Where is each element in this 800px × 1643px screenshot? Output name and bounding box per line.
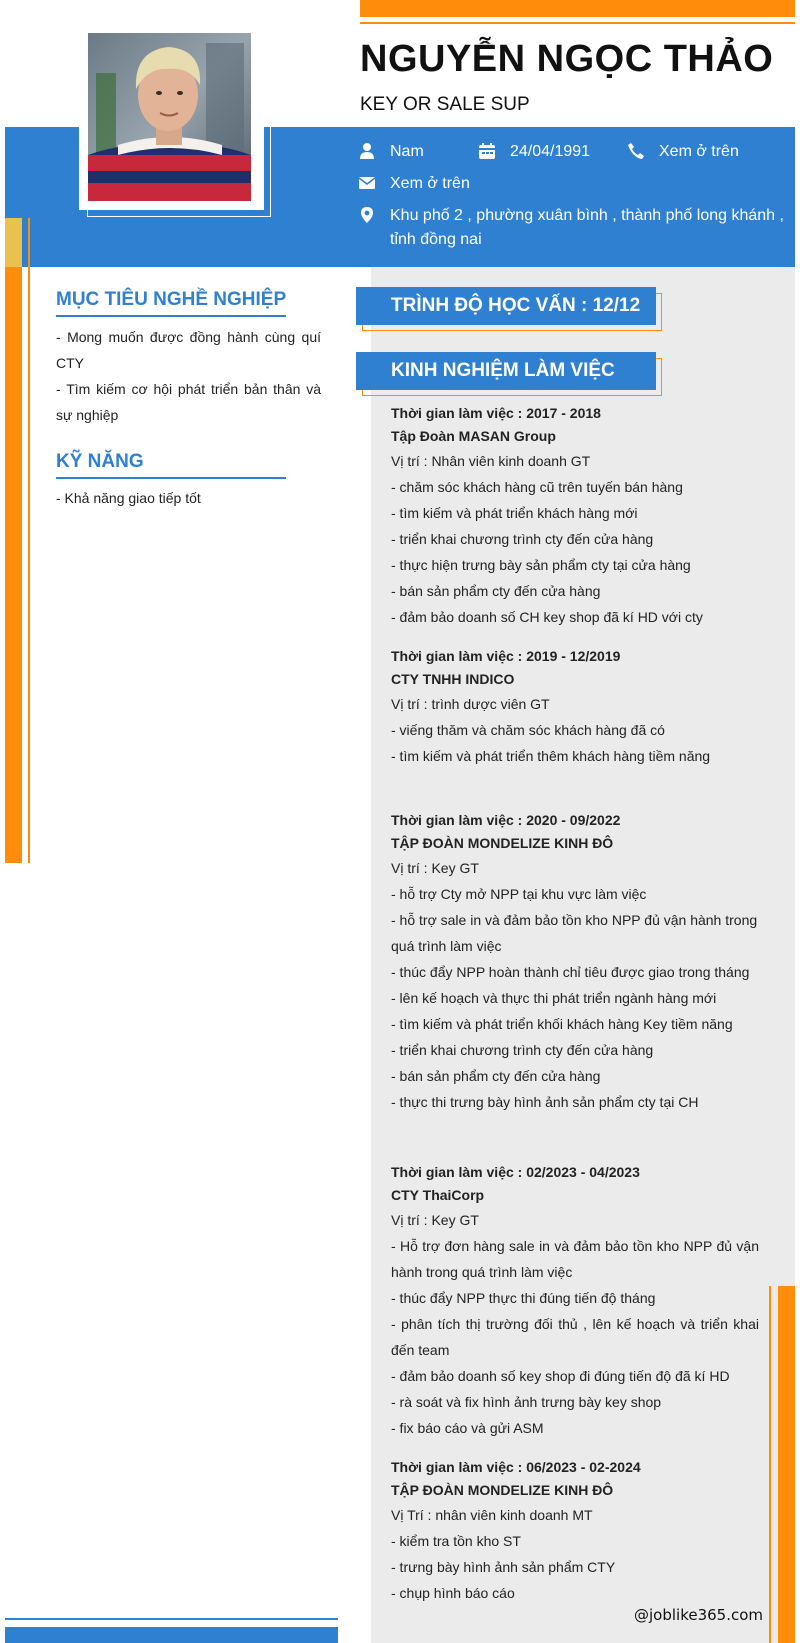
calendar-icon (478, 142, 496, 160)
gender-value: Nam (390, 143, 424, 160)
job-line: - rà soát và fix hình ảnh trưng bày key shop (391, 1394, 662, 1410)
job-line: Vị trí : Key GT (391, 860, 479, 876)
objective-underline (56, 315, 286, 317)
skill-line: - Khả năng giao tiếp tốt (56, 490, 201, 506)
experience-header: KINH NGHIỆM LÀM VIỆC (356, 352, 656, 390)
job-company: CTY TNHH INDICO (391, 671, 515, 687)
job-line: - Hỗ trợ đơn hàng sale in và đảm bảo tồn kho NPP đủ vận hành trong quá trình làm việc (391, 1238, 759, 1280)
job-line: - triển khai chương trình cty đến cửa hàng (391, 1042, 654, 1058)
skills-text (56, 485, 321, 511)
job-line: - hỗ trợ Cty mở NPP tại khu vực làm việc (391, 886, 647, 902)
left-orange-bar (5, 267, 22, 863)
job-line: - phân tích thị trường đối thủ , lên kế hoạch và triển khai đến team (391, 1316, 759, 1358)
watermark: @joblike365.com (634, 1606, 764, 1624)
job-line: - bán sản phẩm cty đến cửa hàng (391, 583, 601, 599)
left-orange-line (28, 218, 30, 863)
job-company: TẬP ĐOÀN MONDELIZE KINH ĐÔ (391, 1482, 614, 1498)
job-time: Thời gian làm việc : 2017 - 2018 (391, 405, 601, 421)
objective-line: - Mong muốn được đồng hành cùng quí CTY (56, 329, 321, 371)
job-company: TẬP ĐOÀN MONDELIZE KINH ĐÔ (391, 835, 614, 851)
job-line: - bán sản phẩm cty đến cửa hàng (391, 1068, 601, 1084)
job-line: - kiểm tra tồn kho ST (391, 1533, 521, 1549)
right-orange-bar (778, 1286, 795, 1643)
job-line: - thực hiện trưng bày sản phẩm cty tại cửa hàng (391, 557, 691, 573)
job-entry (391, 645, 759, 769)
job-position: KEY OR SALE SUP (360, 94, 530, 115)
job-line: - thúc đẩy NPP hoàn thành chỉ tiêu được giao trong tháng (391, 964, 750, 980)
job-time: Thời gian làm việc : 2020 - 09/2022 (391, 812, 621, 828)
address-line-2: tỉnh đồng nai (390, 231, 482, 248)
job-line: - viếng thăm và chăm sóc khách hàng đã có (391, 722, 665, 738)
skills-underline (56, 477, 286, 479)
birthday-value: 24/04/1991 (510, 143, 591, 160)
address-line-1: Khu phố 2 , phường xuân bình , thành phố long khánh , (390, 207, 784, 224)
skills-title: KỸ NĂNG (56, 451, 144, 472)
job-line: - đảm bảo doanh số key shop đi đúng tiến độ đã kí HD (391, 1368, 730, 1384)
avatar (88, 33, 251, 201)
job-line: - đảm bảo doanh số CH key shop đã kí HD với cty (391, 609, 703, 625)
job-time: Thời gian làm việc : 02/2023 - 04/2023 (391, 1164, 640, 1180)
job-line: Vị trí : Nhân viên kinh doanh GT (391, 453, 591, 469)
job-line: - thúc đẩy NPP thực thi đúng tiến độ tháng (391, 1290, 656, 1306)
top-orange-line (360, 22, 795, 24)
job-line: - fix báo cáo và gửi ASM (391, 1420, 544, 1436)
job-entry (391, 809, 759, 1115)
bottom-blue-bar (5, 1627, 338, 1643)
job-time: Thời gian làm việc : 06/2023 - 02-2024 (391, 1459, 641, 1475)
bottom-blue-line (5, 1618, 338, 1620)
right-orange-line (769, 1286, 771, 1643)
objective-text (56, 324, 321, 428)
user-icon (358, 142, 376, 160)
phone-icon (627, 142, 645, 160)
job-entry (391, 1456, 759, 1606)
job-line: Vị Trí : nhân viên kinh doanh MT (391, 1507, 593, 1523)
job-line: - chăm sóc khách hàng cũ trên tuyến bán hàng (391, 479, 683, 495)
job-line: - triển khai chương trình cty đến cửa hàng (391, 531, 654, 547)
job-line: Vị trí : Key GT (391, 1212, 479, 1228)
job-line: - tìm kiếm và phát triển khối khách hàng Key tiềm năng (391, 1016, 733, 1032)
job-company: CTY ThaiCorp (391, 1187, 485, 1203)
candidate-name: NGUYỄN NGỌC THẢO (360, 38, 774, 80)
objective-line: - Tìm kiếm cơ hội phát triển bản thân và sự nghiệp (56, 381, 321, 423)
location-pin-icon (358, 206, 376, 224)
job-entry (391, 1161, 759, 1441)
top-orange-bar (360, 0, 795, 17)
phone-value: Xem ở trên (659, 143, 739, 160)
left-yellow-block (5, 218, 22, 267)
job-entry (391, 402, 759, 630)
email-icon (358, 174, 376, 192)
job-line: - trưng bày hình ảnh sản phẩm CTY (391, 1559, 616, 1575)
job-line: - thực thi trưng bày hình ảnh sản phẩm cty tại CH (391, 1094, 699, 1110)
job-company: Tập Đoàn MASAN Group (391, 428, 556, 444)
job-line: - chụp hình báo cáo (391, 1585, 515, 1601)
job-line: - lên kế hoạch và thực thi phát triển ngành hàng mới (391, 990, 717, 1006)
objective-title: MỤC TIÊU NGHỀ NGHIỆP (56, 289, 287, 310)
job-line: Vị trí : trình dược viên GT (391, 696, 550, 712)
job-line: - tìm kiếm và phát triển khách hàng mới (391, 505, 638, 521)
job-line: - hỗ trợ sale in và đảm bảo tồn kho NPP đủ vận hành trong quá trình làm việc (391, 912, 758, 954)
job-time: Thời gian làm việc : 2019 - 12/2019 (391, 648, 621, 664)
email-value: Xem ở trên (390, 175, 470, 192)
education-header: TRÌNH ĐỘ HỌC VẤN : 12/12 (356, 287, 656, 325)
job-line: - tìm kiếm và phát triển thêm khách hàng tiềm năng (391, 748, 711, 764)
